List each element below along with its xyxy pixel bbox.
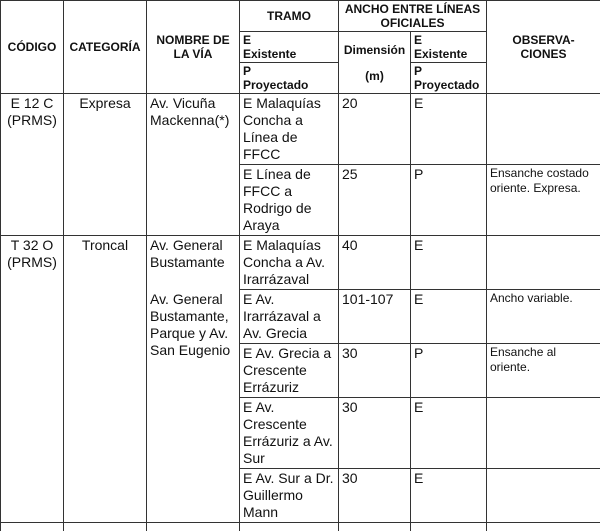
cell-categoria	[64, 398, 147, 469]
code-p: P	[243, 64, 335, 78]
cell-dimension: 20	[339, 94, 411, 165]
table-row	[1, 523, 600, 531]
label-proyectado: Proyectado	[243, 78, 335, 92]
cell-obs: Ensanche al oriente.	[487, 344, 600, 398]
cell-obs	[487, 398, 600, 469]
cell-obs	[487, 94, 600, 165]
cell-tramo: E Línea de FFCC a Rodrigo de Araya	[240, 165, 339, 236]
cell-obs	[487, 236, 600, 290]
cell-tramo: E Malaquías Concha a Línea de FFCC	[240, 94, 339, 165]
header-codigo: CÓDIGO	[1, 1, 64, 94]
cell-nombre: Av. General Bustamante, Parque y Av. San Eugenio	[147, 290, 240, 523]
header-nombre-via: NOMBRE DE LA VÍA	[147, 1, 240, 94]
cell-codigo	[1, 344, 64, 398]
table-row	[1, 94, 600, 165]
cell-tramo: E Av. Crescente Errázuriz a Av. Sur	[240, 398, 339, 469]
header-estado-proyectado	[411, 63, 487, 94]
table-row	[1, 290, 600, 344]
label-proyectado: Proyectado	[414, 78, 483, 92]
table-row	[1, 344, 600, 398]
cell-codigo	[1, 290, 64, 344]
table-row	[1, 469, 600, 523]
cell-tramo: E Malaquías Concha a Av. Irarrázaval	[240, 236, 339, 290]
cell-categoria	[64, 469, 147, 523]
cell-codigo: E 12 C (PRMS)	[1, 94, 64, 165]
cell-obs: Ancho variable.	[487, 290, 600, 344]
cell-tramo: E Av. Grecia a Crescente Errázuriz	[240, 344, 339, 398]
header-tramo-existente	[240, 32, 339, 63]
cell-estado: P	[411, 344, 487, 398]
cell-dimension: 30	[339, 398, 411, 469]
dimension-label: Dimensión	[342, 43, 407, 57]
header-categoria: CATEGORÍA	[64, 1, 147, 94]
cell-categoria	[64, 165, 147, 236]
header-tramo: TRAMO	[240, 1, 339, 32]
table-row	[1, 236, 600, 290]
cell-obs	[487, 469, 600, 523]
cell-estado: E	[411, 290, 487, 344]
cell-dimension: 101-107	[339, 290, 411, 344]
cell-categoria: Troncal	[64, 236, 147, 290]
cell-dimension: 30	[339, 344, 411, 398]
cell-nombre	[147, 165, 240, 236]
header-tramo-proyectado	[240, 63, 339, 94]
cell-estado: P	[411, 165, 487, 236]
cell-estado: E	[411, 469, 487, 523]
header-ancho: ANCHO ENTRE LÍNEAS OFICIALES	[339, 1, 487, 32]
cell-codigo	[1, 398, 64, 469]
header-estado-existente	[411, 32, 487, 63]
cell-nombre: Av. Vicuña Mackenna(*)	[147, 94, 240, 165]
label-existente: Existente	[414, 47, 483, 61]
cell-categoria	[64, 290, 147, 344]
cell-codigo: T 32 O (PRMS)	[1, 236, 64, 290]
cell-tramo: E Av. Sur a Dr. Guillermo Mann	[240, 469, 339, 523]
label-existente: Existente	[243, 47, 335, 61]
cell-nombre: Av. General Bustamante	[147, 236, 240, 290]
cell-estado: E	[411, 94, 487, 165]
cell-tramo: E Av. Irarrázaval a Av. Grecia	[240, 290, 339, 344]
dimension-unit: (m)	[342, 69, 407, 83]
cell-dimension: 40	[339, 236, 411, 290]
table-row	[1, 398, 600, 469]
header-observaciones: OBSERVA- CIONES	[487, 1, 600, 94]
cell-categoria: Expresa	[64, 94, 147, 165]
cell-codigo	[1, 165, 64, 236]
cell-dimension: 25	[339, 165, 411, 236]
cell-codigo	[1, 469, 64, 523]
table-row	[1, 165, 600, 236]
cell-estado: E	[411, 236, 487, 290]
cell-dimension: 30	[339, 469, 411, 523]
header-dimension	[339, 32, 411, 94]
code-e: E	[414, 33, 483, 47]
code-p: P	[414, 64, 483, 78]
cell-categoria	[64, 344, 147, 398]
cell-obs: Ensanche costado oriente. Expresa.	[487, 165, 600, 236]
cell-estado: E	[411, 398, 487, 469]
code-e: E	[243, 33, 335, 47]
